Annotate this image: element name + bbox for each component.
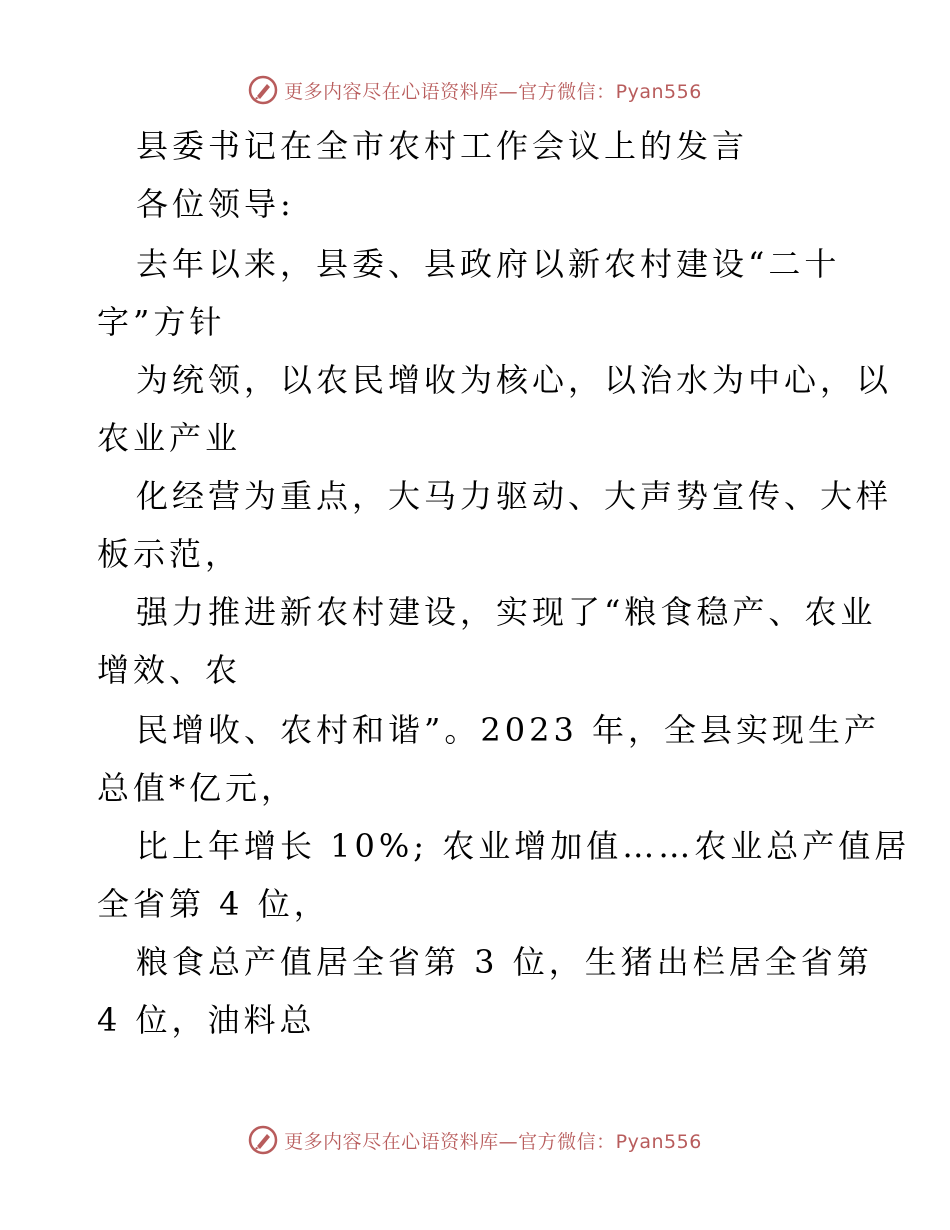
paragraph-line: 农业产业	[97, 419, 242, 457]
paragraph-line: 增效、农	[97, 651, 242, 689]
paragraph-line: 比上年增长 10%; 农业增加值……农业总产值居	[136, 827, 911, 865]
paragraph-line: 为统领，以农民增收为核心，以治水为中心，以	[136, 361, 893, 399]
pen-logo-icon	[248, 1125, 278, 1155]
salutation: 各位领导:	[136, 185, 295, 223]
document-title: 县委书记在全市农村工作会议上的发言	[136, 127, 749, 165]
paragraph-line: 板示范，	[97, 535, 242, 573]
paragraph-line: 民增收、农村和谐”。2023 年，全县实现生产	[136, 711, 880, 749]
watermark-text: 更多内容尽在心语资料库—官方微信：Pyan556	[284, 80, 702, 103]
watermark-text: 更多内容尽在心语资料库—官方微信：Pyan556	[284, 1130, 702, 1153]
footer-watermark-banner	[0, 1122, 950, 1158]
pen-logo-icon	[248, 75, 278, 105]
paragraph-line: 全省第 4 位，	[97, 885, 330, 923]
paragraph-line: 粮食总产值居全省第 3 位，生猪出栏居全省第	[136, 943, 873, 981]
header-watermark-banner	[0, 72, 950, 108]
paragraph-line: 强力推进新农村建设，实现了“粮食稳产、农业	[136, 593, 877, 631]
paragraph-line: 总值*亿元，	[97, 769, 298, 807]
paragraph-line: 化经营为重点，大马力驱动、大声势宣传、大样	[136, 477, 893, 515]
paragraph-line: 去年以来，县委、县政府以新农村建设“二十	[136, 245, 841, 283]
paragraph-line: 4 位，油料总	[97, 1001, 316, 1039]
paragraph-line: 字”方针	[97, 303, 226, 341]
